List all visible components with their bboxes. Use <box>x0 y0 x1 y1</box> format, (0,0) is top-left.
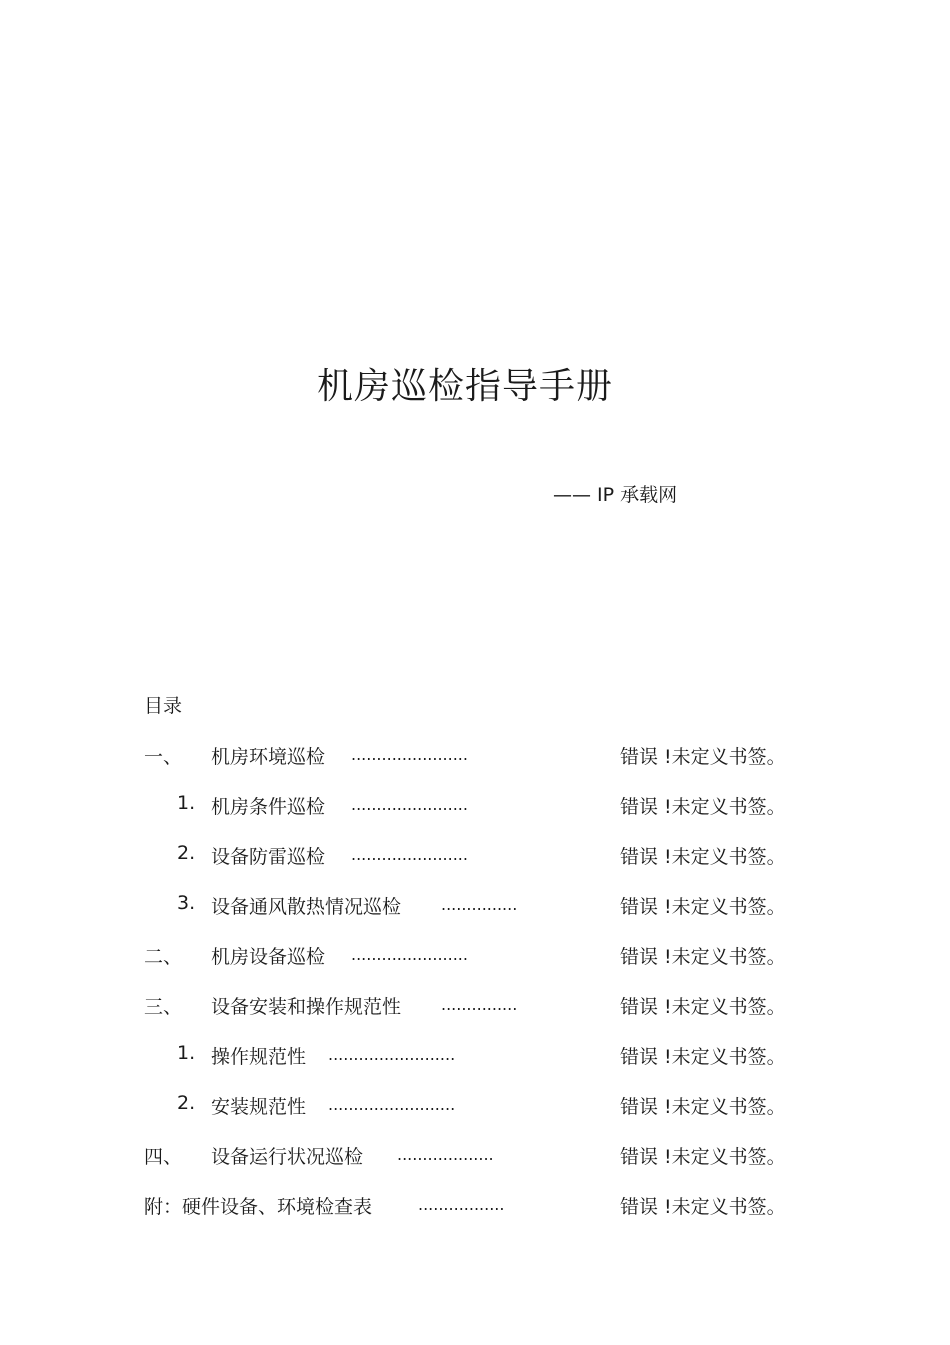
toc-entry-appendix-checklist[interactable] <box>0 1180 950 1230</box>
toc-entry-page-ref: 错误 !未定义书签。 <box>620 946 786 968</box>
toc-entry-leader: ............... <box>441 895 518 914</box>
toc-entry-number: 四、 <box>144 1146 183 1168</box>
toc-entry-page-ref: 错误 !未定义书签。 <box>620 846 786 868</box>
toc-entry-page-ref: 错误 !未定义书签。 <box>620 1196 786 1218</box>
toc-entry-leader: ......................... <box>328 1045 456 1064</box>
toc-entry-running-status[interactable] <box>0 1130 950 1180</box>
toc-entry-number: 2. <box>177 1092 196 1114</box>
toc-entry-text: 操作规范性 <box>211 1046 307 1068</box>
toc-entry-leader: ................... <box>397 1145 494 1164</box>
toc-entry-install-operation[interactable] <box>0 980 950 1030</box>
toc-entry-text: 安装规范性 <box>211 1096 307 1118</box>
table-of-contents <box>0 730 950 1230</box>
toc-entry-leader: ............... <box>441 995 518 1014</box>
toc-entry-leader: ....................... <box>351 795 468 814</box>
toc-entry-text: 设备安装和操作规范性 <box>211 996 402 1018</box>
toc-entry-text: 机房环境巡检 <box>211 746 326 768</box>
toc-entry-machine-room-environment[interactable] <box>0 730 950 780</box>
toc-entry-number: 1. <box>177 1042 196 1064</box>
toc-entry-text: 机房设备巡检 <box>211 946 326 968</box>
toc-entry-page-ref: 错误 !未定义书签。 <box>620 1046 786 1068</box>
toc-entry-page-ref: 错误 !未定义书签。 <box>620 1146 786 1168</box>
toc-entry-number: 2. <box>177 842 196 864</box>
toc-entry-leader: ....................... <box>351 945 468 964</box>
toc-entry-number: 三、 <box>144 996 183 1018</box>
toc-entry-number: 一、 <box>144 746 183 768</box>
toc-entry-install-standards[interactable] <box>0 1080 950 1130</box>
document-subtitle: —— IP 承载网 <box>553 484 678 506</box>
toc-entry-text: 机房条件巡检 <box>211 796 326 818</box>
toc-entry-number: 1. <box>177 792 196 814</box>
toc-entry-page-ref: 错误 !未定义书签。 <box>620 746 786 768</box>
toc-entry-number: 二、 <box>144 946 183 968</box>
toc-entry-text: 设备防雷巡检 <box>211 846 326 868</box>
toc-entry-room-conditions[interactable] <box>0 780 950 830</box>
toc-entry-number: 3. <box>177 892 196 914</box>
toc-entry-text: 设备通风散热情况巡检 <box>211 896 402 918</box>
toc-entry-lightning-protection[interactable] <box>0 830 950 880</box>
toc-entry-operation-standards[interactable] <box>0 1030 950 1080</box>
toc-entry-text: 附：硬件设备、环境检查表 <box>144 1196 373 1218</box>
toc-entry-leader: ......................... <box>328 1095 456 1114</box>
document-title: 机房巡检指导手册 <box>316 366 613 407</box>
toc-entry-page-ref: 错误 !未定义书签。 <box>620 1096 786 1118</box>
toc-entry-page-ref: 错误 !未定义书签。 <box>620 896 786 918</box>
toc-heading: 目录 <box>144 695 183 717</box>
toc-entry-ventilation[interactable] <box>0 880 950 930</box>
toc-entry-leader: ....................... <box>351 845 468 864</box>
toc-entry-leader: ....................... <box>351 745 468 764</box>
toc-entry-page-ref: 错误 !未定义书签。 <box>620 996 786 1018</box>
toc-entry-text: 设备运行状况巡检 <box>211 1146 364 1168</box>
toc-entry-equipment-inspection[interactable] <box>0 930 950 980</box>
toc-entry-page-ref: 错误 !未定义书签。 <box>620 796 786 818</box>
toc-entry-leader: ................. <box>418 1195 505 1214</box>
